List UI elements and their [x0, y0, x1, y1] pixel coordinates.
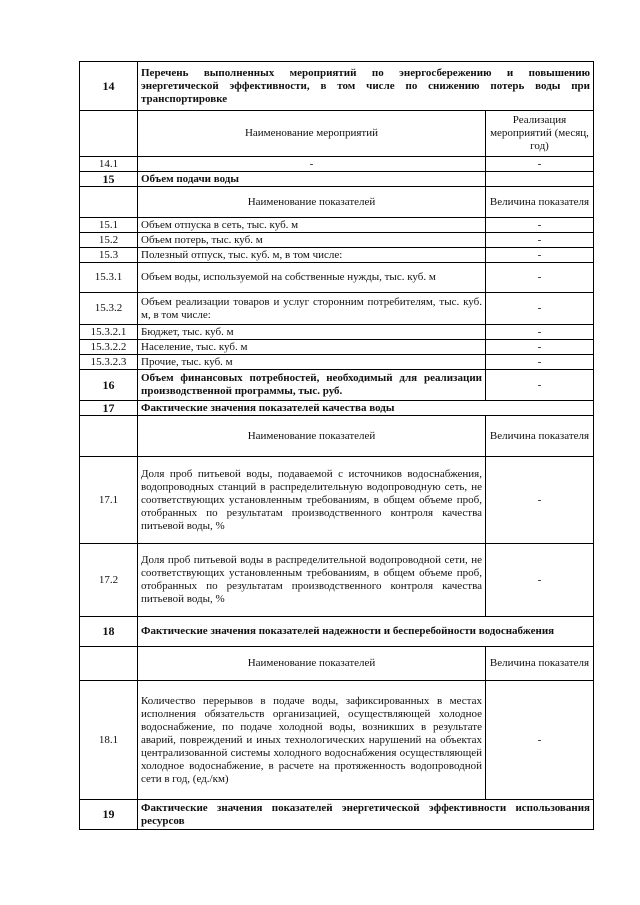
- column-header-name: Наименование мероприятий: [138, 111, 486, 157]
- table-row: [80, 293, 594, 325]
- row-value: -: [486, 233, 594, 248]
- row-text: Полезный отпуск, тыс. куб. м, в том числе:: [138, 248, 486, 263]
- section-title: Объем подачи воды: [138, 172, 486, 187]
- row-value: -: [486, 325, 594, 340]
- row-text: Доля проб питьевой воды в распределительной водопроводной сети, не соответствующих установленным требованиям, в общем объеме проб, отобранных по результатам производственного контроля качества питьевой воды, %: [138, 544, 486, 617]
- table-row: [80, 218, 594, 233]
- column-header-name: Наименование показателей: [138, 647, 486, 681]
- row-value: -: [486, 248, 594, 263]
- row-value: -: [486, 340, 594, 355]
- row-number: 15.1: [80, 218, 138, 233]
- section-row-16: [80, 370, 594, 401]
- row-value: -: [486, 681, 594, 800]
- section-row-18: [80, 617, 594, 647]
- section-title: Фактические значения показателей энергетической эффективности использования ресурсов: [138, 800, 594, 830]
- row-number: 16: [80, 370, 138, 401]
- row-number: 15.3.2.1: [80, 325, 138, 340]
- row-value: -: [486, 370, 594, 401]
- table-row: [80, 355, 594, 370]
- row-number: 17.2: [80, 544, 138, 617]
- row-value: -: [486, 157, 594, 172]
- row-number: 15.3: [80, 248, 138, 263]
- row-number: 15.3.1: [80, 263, 138, 293]
- column-header-row: [80, 187, 594, 218]
- row-value: -: [486, 544, 594, 617]
- table-row: [80, 325, 594, 340]
- row-value: -: [486, 218, 594, 233]
- section-title: Перечень выполненных мероприятий по энергосбережению и повышению энергетической эффективности, в том числе по снижению потерь воды при транспортировке: [138, 62, 594, 111]
- row-number: 17: [80, 401, 138, 416]
- table-row: [80, 544, 594, 617]
- row-number: 15.2: [80, 233, 138, 248]
- row-text: Прочие, тыс. куб. м: [138, 355, 486, 370]
- table-row: [80, 457, 594, 544]
- row-number: 18.1: [80, 681, 138, 800]
- section-row-15: [80, 172, 594, 187]
- column-header-row: [80, 416, 594, 457]
- column-header-row: [80, 647, 594, 681]
- row-text: Бюджет, тыс. куб. м: [138, 325, 486, 340]
- table-row: [80, 681, 594, 800]
- column-header-name: Наименование показателей: [138, 416, 486, 457]
- section-row-14: [80, 62, 594, 111]
- section-row-17: [80, 401, 594, 416]
- column-header-value: Величина показателя: [486, 416, 594, 457]
- section-row-19: [80, 800, 594, 830]
- row-value: -: [486, 293, 594, 325]
- column-header-row: [80, 111, 594, 157]
- section-title: Объем финансовых потребностей, необходимый для реализации производственной программы, тыс. руб.: [138, 370, 486, 401]
- table-row: [80, 340, 594, 355]
- section-title: Фактические значения показателей качества воды: [138, 401, 594, 416]
- row-number: 17.1: [80, 457, 138, 544]
- row-text: Доля проб питьевой воды, подаваемой с источников водоснабжения, водопроводных станций в распределительную водопроводную сеть, не соответствующих установленным требованиям, в общем объеме проб, отобранных по результатам производственного контроля качества питьевой воды, %: [138, 457, 486, 544]
- column-header-value: Величина показателя: [486, 187, 594, 218]
- table-row: [80, 157, 594, 172]
- table-row: [80, 233, 594, 248]
- row-number: 15.3.2.3: [80, 355, 138, 370]
- row-text: Объем воды, используемой на собственные нужды, тыс. куб. м: [138, 263, 486, 293]
- row-number: 15: [80, 172, 138, 187]
- row-number: 14.1: [80, 157, 138, 172]
- report-table: [79, 61, 594, 830]
- table-row: [80, 263, 594, 293]
- row-number: 19: [80, 800, 138, 830]
- table-row: [80, 248, 594, 263]
- column-header-value: Реализация мероприятий (месяц, год): [486, 111, 594, 157]
- row-text: Население, тыс. куб. м: [138, 340, 486, 355]
- column-header-name: Наименование показателей: [138, 187, 486, 218]
- row-text: -: [138, 157, 486, 172]
- section-title: Фактические значения показателей надежности и бесперебойности водоснабжения: [138, 617, 594, 647]
- row-value: -: [486, 457, 594, 544]
- row-number: 15.3.2: [80, 293, 138, 325]
- row-number: 15.3.2.2: [80, 340, 138, 355]
- row-text: Объем реализации товаров и услуг сторонним потребителям, тыс. куб. м, в том числе:: [138, 293, 486, 325]
- row-value: -: [486, 355, 594, 370]
- row-text: Объем отпуска в сеть, тыс. куб. м: [138, 218, 486, 233]
- row-number: 18: [80, 617, 138, 647]
- row-text: Объем потерь, тыс. куб. м: [138, 233, 486, 248]
- row-text: Количество перерывов в подаче воды, зафиксированных в местах исполнения обязательств организацией, осуществляющей холодное водоснабжение, по подаче холодной воды, возникших в результате аварий, повреждений и иных технологических нарушений на объектах централизованной системы холодного водоснабжения осуществляющей холодное водоснабжение, в расчете на протяженность водопроводной сети в год, (ед./км): [138, 681, 486, 800]
- row-value: -: [486, 263, 594, 293]
- row-number: 14: [80, 62, 138, 111]
- column-header-value: Величина показателя: [486, 647, 594, 681]
